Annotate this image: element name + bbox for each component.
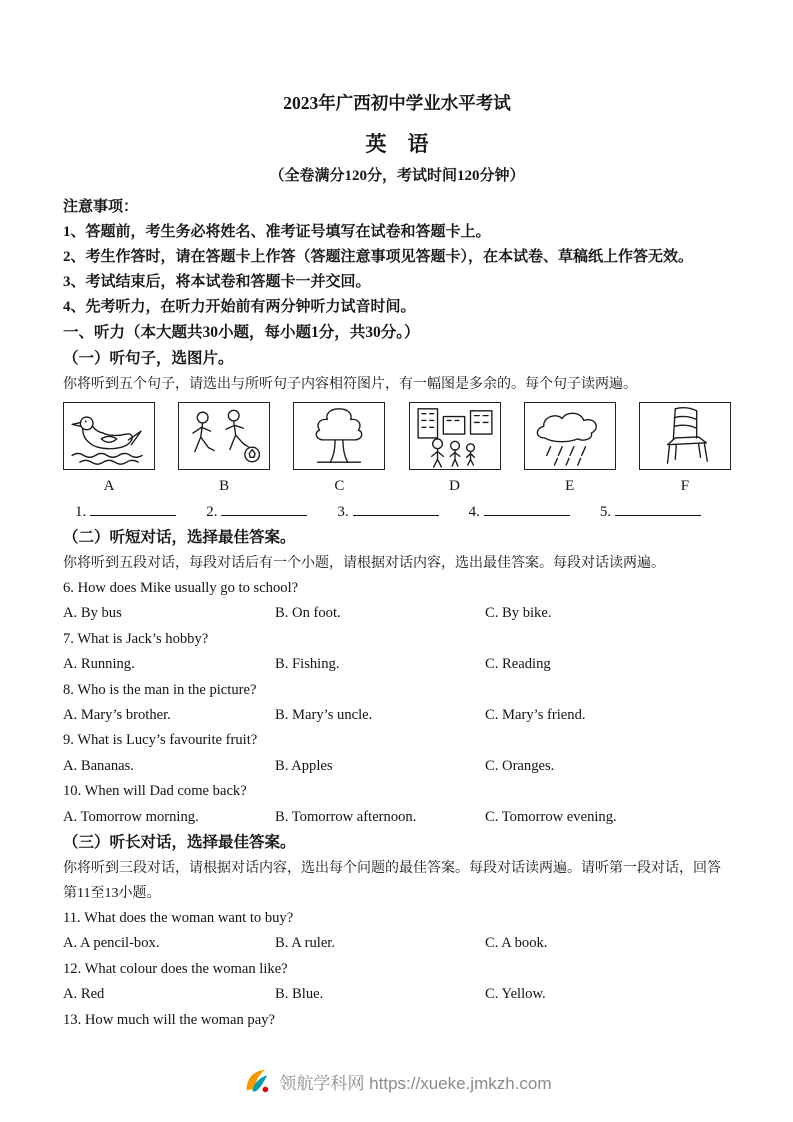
- notice-item-3: 3、考试结束后，将本试卷和答题卡一并交回。: [63, 274, 371, 290]
- part1-instruction: 你将听到五个句子，请选出与所听句子内容相符图片，有一幅图是多余的。每个句子读两遍。: [63, 377, 637, 392]
- question-text: 12. What colour does the woman like?: [63, 960, 288, 977]
- blank-line: [615, 502, 701, 516]
- answer-blanks-row: [63, 500, 731, 525]
- option-b: B. On foot.: [275, 605, 341, 622]
- picture-box-c: [293, 402, 385, 470]
- part3-heading: （三）听长对话，选择最佳答案。: [63, 834, 296, 852]
- options-row: [63, 982, 731, 1007]
- option-c: C. Reading: [485, 656, 551, 673]
- options-row: [63, 652, 731, 677]
- options-row: [63, 601, 731, 626]
- picture-label-d: D: [449, 478, 460, 494]
- question-6: [63, 576, 731, 627]
- option-b: B. Mary’s uncle.: [275, 707, 373, 724]
- notice-item-1: 1、答题前，考生务必将姓名、准考证号填写在试卷和答题卡上。: [63, 224, 491, 240]
- blank-number: 1.: [75, 504, 87, 520]
- chair-image: [640, 403, 730, 469]
- options-row: [63, 805, 731, 830]
- question-12: [63, 957, 731, 1008]
- question-text: 13. How much will the woman pay?: [63, 1011, 275, 1028]
- question-text: 6. How does Mike usually go to school?: [63, 580, 299, 596]
- family-buildings-image: [410, 403, 500, 469]
- option-c: C. Oranges.: [485, 757, 555, 774]
- option-c: C. Tomorrow evening.: [485, 808, 617, 825]
- blank-4: [469, 500, 600, 525]
- option-a: A. A pencil-box.: [63, 935, 160, 952]
- picture-box-a: [63, 402, 155, 470]
- option-c: C. Mary’s friend.: [485, 707, 586, 724]
- question-9: [63, 728, 731, 779]
- picture-label-row: [63, 477, 731, 495]
- question-7: [63, 627, 731, 678]
- exam-meta: （全卷满分120分，考试时间120分钟）: [269, 168, 525, 184]
- picture-row: [63, 402, 731, 470]
- picture-label-b: B: [219, 478, 230, 494]
- option-b: B. A ruler.: [275, 935, 335, 952]
- blank-number: 5.: [599, 504, 612, 520]
- notice-item-2: 2、考生作答时，请在答题卡上作答（答题注意事项见答题卡），在本试卷、草稿纸上作答无效。: [63, 249, 694, 265]
- option-c: C. A book.: [485, 935, 548, 952]
- picture-label-e: E: [565, 478, 575, 494]
- option-b: B. Fishing.: [275, 656, 340, 673]
- blank-number: 2.: [206, 504, 218, 520]
- question-8: [63, 678, 731, 729]
- question-text: 7. What is Jack’s hobby?: [63, 630, 209, 647]
- blank-line: [90, 502, 176, 516]
- notice-item-4: 4、先考听力，在听力开始前有两分钟听力试音时间。: [63, 299, 416, 315]
- blank-line: [221, 502, 307, 516]
- option-c: C. Yellow.: [485, 986, 546, 1003]
- option-b: B. Blue.: [275, 986, 324, 1003]
- option-b: B. Apples: [275, 757, 333, 774]
- picture-box-e: [524, 402, 616, 470]
- question-10: [63, 779, 731, 830]
- blank-number: 4.: [468, 504, 480, 520]
- part2-heading: （二）听短对话，选择最佳答案。: [63, 529, 296, 546]
- rain-cloud-image: [525, 403, 615, 469]
- option-a: A. Tomorrow morning.: [63, 808, 199, 825]
- option-b: B. Tomorrow afternoon.: [275, 808, 417, 825]
- duck-image: [64, 403, 154, 469]
- option-a: A. Running.: [63, 656, 135, 673]
- question-text: 10. When will Dad come back?: [63, 783, 247, 800]
- question-text: 11. What does the woman want to buy?: [63, 910, 294, 927]
- picture-box-f: [639, 402, 731, 470]
- question-13: [63, 1008, 731, 1033]
- option-a: A. By bus: [63, 605, 122, 622]
- question-text: 9. What is Lucy’s favourite fruit?: [63, 732, 258, 749]
- blank-line: [484, 502, 570, 516]
- option-a: A. Red: [63, 986, 105, 1003]
- options-row: [63, 931, 731, 956]
- picture-label-f: F: [680, 478, 690, 494]
- blank-5: [600, 500, 731, 525]
- part3-instruction: 你将听到三段对话，请根据对话内容，选出每个问题的最佳答案。每段对话读两遍。请听第一段对话，回答第11至13小题。: [63, 861, 721, 902]
- blank-1: [75, 500, 206, 525]
- blank-number: 3.: [337, 504, 349, 520]
- option-c: C. By bike.: [485, 605, 552, 622]
- xueke-site-logo-icon: [241, 1066, 271, 1096]
- exam-subject: 英 语: [365, 132, 429, 156]
- tree-image: [294, 403, 384, 469]
- option-a: A. Mary’s brother.: [63, 707, 171, 724]
- footer-site-text: 领航学科网 https://xueke.jmkzh.com: [279, 1073, 552, 1093]
- options-row: [63, 754, 731, 779]
- notices-heading: 注意事项：: [63, 199, 139, 215]
- soccer-children-image: [179, 403, 269, 469]
- footer: [0, 1066, 793, 1096]
- blank-2: [206, 500, 337, 525]
- question-11: [63, 906, 731, 957]
- picture-box-b: [178, 402, 270, 470]
- options-row: [63, 703, 731, 728]
- part1-heading: （一）听句子，选图片。: [63, 350, 234, 367]
- blank-line: [353, 502, 439, 516]
- part2-instruction: 你将听到五段对话，每段对话后有一个小题，请根据对话内容，选出最佳答案。每段对话读两遍。: [63, 556, 665, 571]
- blank-3: [337, 500, 468, 525]
- picture-label-a: A: [103, 478, 115, 494]
- listening-section-heading: 一、听力（本大题共30小题，每小题1分，共30分。）: [63, 324, 420, 341]
- exam-title: 2023年广西初中学业水平考试: [283, 93, 511, 113]
- question-text: 8. Who is the man in the picture?: [63, 681, 257, 698]
- picture-label-c: C: [334, 478, 345, 494]
- picture-box-d: [409, 402, 501, 470]
- option-a: A. Bananas.: [63, 757, 134, 774]
